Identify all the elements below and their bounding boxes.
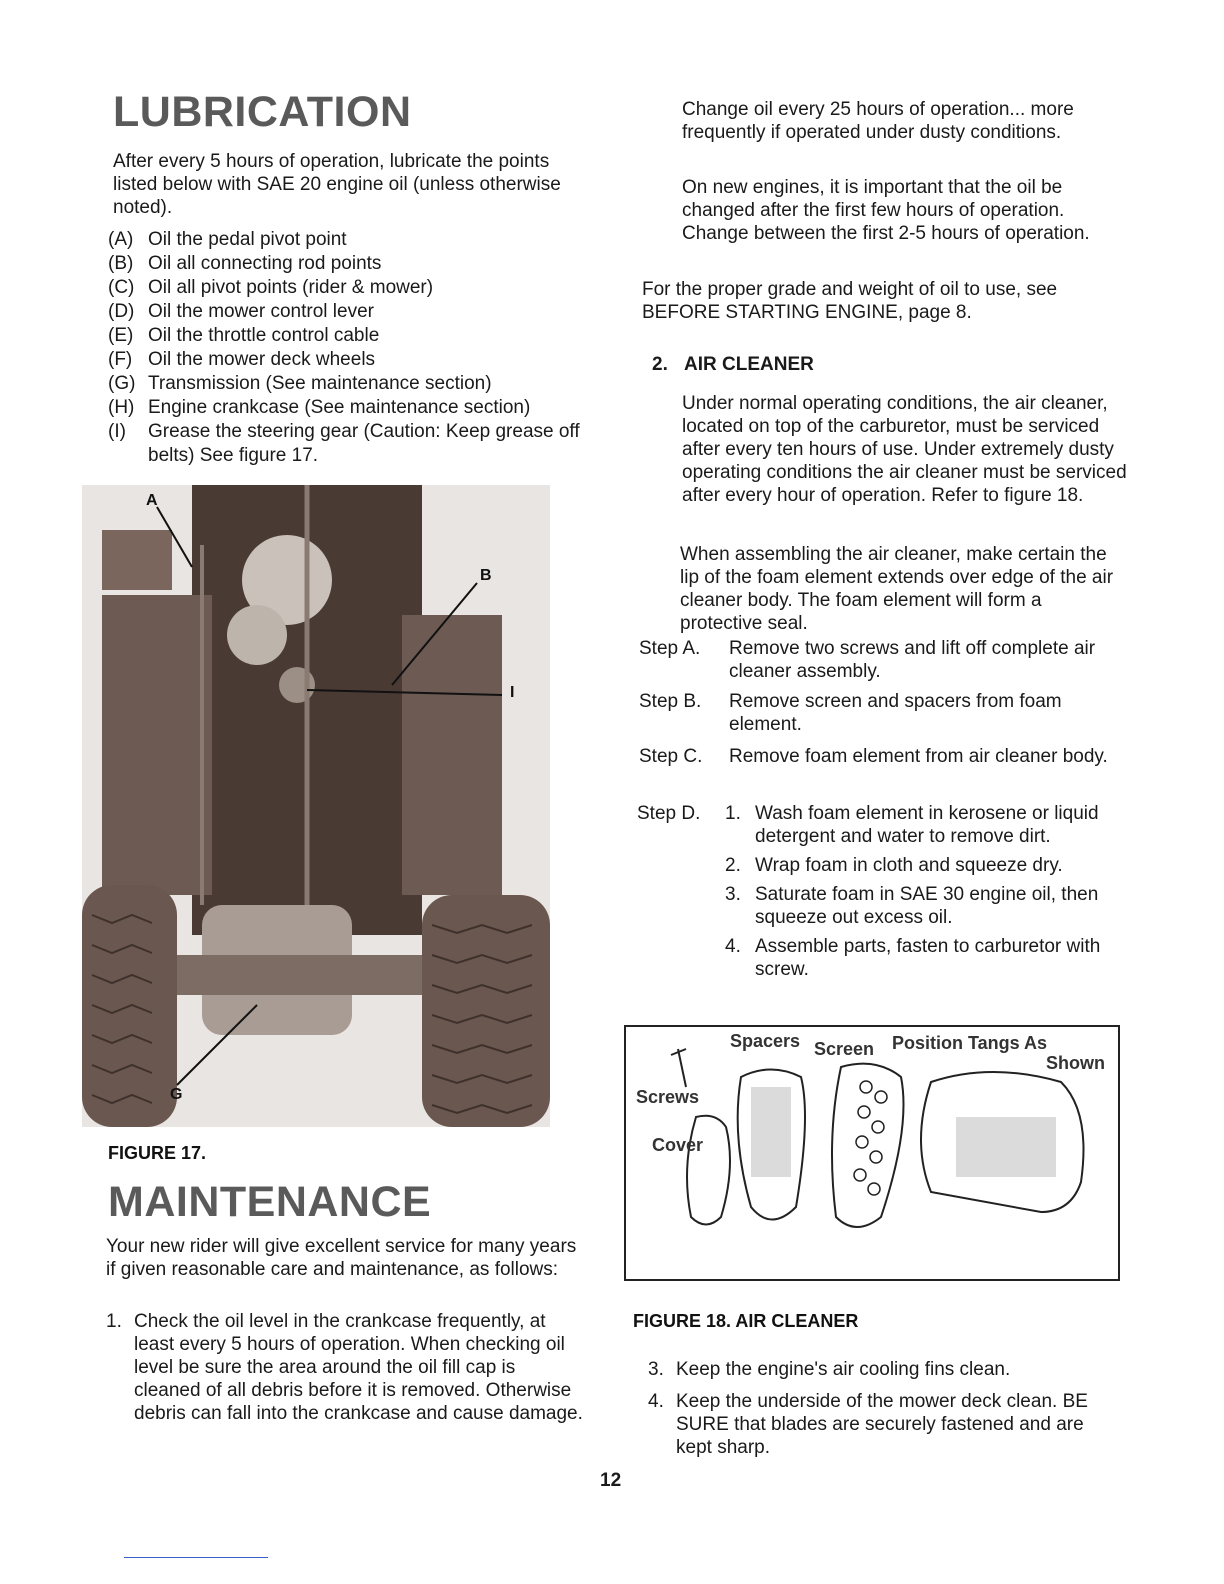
figure-18-label-spacers: Spacers [730, 1031, 801, 1051]
oil-change-paragraph: Change oil every 25 hours of operation... more frequently if operated under dusty conditions. [682, 99, 1074, 143]
figure-18-label-tangs-2: Shown [1046, 1053, 1105, 1073]
figure-18-label-cover: Cover [652, 1135, 704, 1155]
list-item: (B) Oil all connecting rod points [108, 253, 382, 274]
step-d-sub-3: 3. Saturate foam in SAE 30 engine oil, then squeeze out excess oil. [725, 884, 1099, 928]
maintenance-intro: Your new rider will give excellent service for many years if given reasonable care and maintenance, as follows: [106, 1236, 577, 1280]
figure-17-label-b: B [480, 567, 492, 584]
step-d-sub-2: 2. Wrap foam in cloth and squeeze dry. [725, 855, 1063, 876]
list-item: (D) Oil the mower control lever [108, 301, 374, 322]
air-cleaner-exploded-view [626, 1027, 1118, 1279]
figure-17-label-a: A [146, 492, 158, 509]
air-cleaner-paragraph-2: When assembling the air cleaner, make certain the lip of the foam element extends over edge of the air cleaner body. The foam element will form a protective seal. [680, 544, 1114, 634]
maintenance-item-3: 3. Keep the engine's air cooling fins clean. [648, 1359, 1011, 1380]
rider-underside-illustration [82, 485, 550, 1127]
step-d-sub-4: 4. Assemble parts, fasten to carburetor with screw. [725, 936, 1101, 980]
figure-18-label-screen: Screen [814, 1039, 875, 1059]
step-d: Step D. 1. Wash foam element in kerosene or liquid detergent and water to remove dirt. 2. Wrap foam in cloth and squeeze dry. 3. Saturate foam in SAE 30 engine oil, then squeeze out excess oil. 4. Assemble parts, fasten to carburetor with screw. [637, 802, 1127, 981]
figure-17-label-i: I [510, 684, 515, 701]
list-item: (F) Oil the mower deck wheels [108, 349, 376, 370]
maintenance-item-4: 4. Keep the underside of the mower deck clean. BE SURE that blades are securely fastened and are kept sharp. [648, 1391, 1088, 1458]
list-item: (A) Oil the pedal pivot point [108, 229, 347, 250]
maintenance-title: MAINTENANCE [108, 1178, 432, 1226]
lubrication-intro: After every 5 hours of operation, lubricate the points listed below with SAE 20 engine oil (unless otherwise noted). [113, 151, 561, 218]
step-b: Step B. Remove screen and spacers from foam element. [639, 691, 1062, 735]
step-c: Step C. Remove foam element from air cleaner body. [639, 746, 1108, 767]
figure-18-label-screws: Screws [636, 1087, 700, 1107]
figure-18-label-tangs-1: Position Tangs As [892, 1033, 1048, 1053]
maintenance-item-1: 1. Check the oil level in the crankcase frequently, at least every 5 hours of operation. When checking oil level be sure the area around the oil fill cap is cleaned of all debris before it is removed. Otherwise debris can fall into the crankcase and cause damage. [106, 1311, 583, 1424]
figure-17-photo [82, 485, 550, 1127]
list-item: (H) Engine crankcase (See maintenance section) [108, 397, 531, 418]
figure-18-diagram [624, 1025, 1120, 1281]
lubrication-title: LUBRICATION [113, 88, 412, 136]
oil-grade-paragraph: For the proper grade and weight of oil to use, see BEFORE STARTING ENGINE, page 8. [642, 279, 1058, 323]
air-cleaner-paragraph-1: Under normal operating conditions, the air cleaner, located on top of the carburetor, must be serviced after every ten hours of use. Under extremely dusty operating conditions the air cleaner must be serviced after every hour of operation. Refer to figure 18. [682, 393, 1127, 506]
lubrication-list [108, 228, 598, 468]
figure-18-caption: FIGURE 18. AIR CLEANER [633, 1311, 859, 1331]
list-item: (I) Grease the steering gear (Caution: Keep grease off belts) See figure 17. [108, 421, 580, 466]
air-cleaner-heading: 2. AIR CLEANER [652, 354, 814, 375]
list-item: (C) Oil all pivot points (rider & mower) [108, 277, 434, 298]
step-a: Step A. Remove two screws and lift off complete air cleaner assembly. [639, 638, 1096, 682]
list-item: (E) Oil the throttle control cable [108, 325, 380, 346]
footer-rule [124, 1557, 268, 1558]
page-number: 12 [600, 1470, 622, 1491]
step-d-sub-1: 1. Wash foam element in kerosene or liquid detergent and water to remove dirt. [725, 803, 1099, 847]
figure-17-caption: FIGURE 17. [108, 1143, 207, 1163]
new-engine-paragraph: On new engines, it is important that the oil be changed after the first few hours of operation. Change between the first 2-5 hours of operation. [682, 177, 1090, 244]
figure-17-label-g: G [170, 1086, 183, 1103]
list-item: (G) Transmission (See maintenance section) [108, 373, 492, 394]
